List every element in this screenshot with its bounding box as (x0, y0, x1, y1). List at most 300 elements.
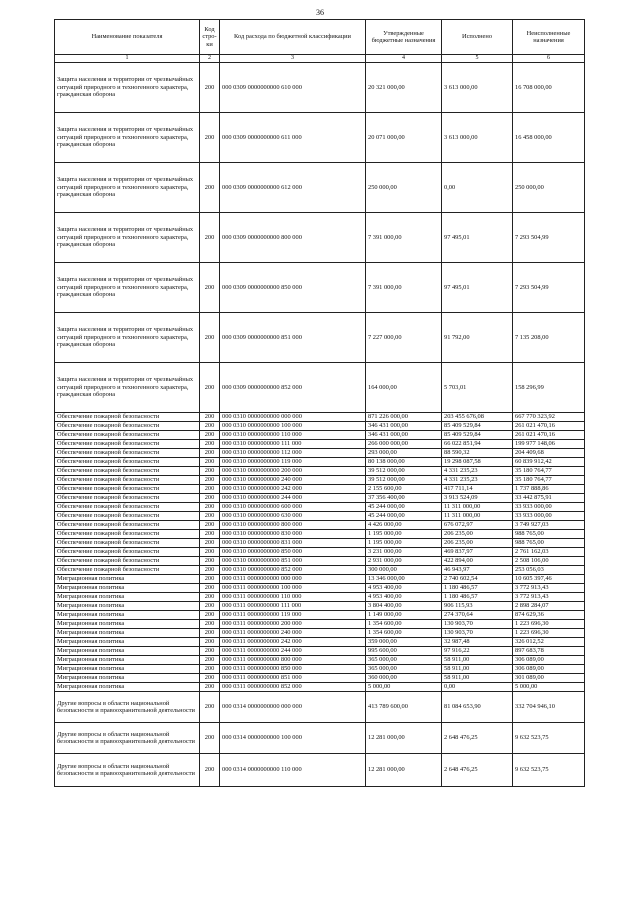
row-executed: 469 837,97 (442, 547, 513, 556)
row-approved: 1 354 600,00 (366, 628, 442, 637)
row-line-code: 200 (200, 466, 220, 475)
row-executed: 97 916,22 (442, 646, 513, 655)
row-remaining: 1 737 888,86 (513, 484, 585, 493)
table-row (55, 439, 585, 448)
row-executed: 206 235,00 (442, 538, 513, 547)
row-remaining: 2 761 162,03 (513, 547, 585, 556)
row-remaining: 874 629,36 (513, 610, 585, 619)
row-name: Обеспечение пожарной безопасности (55, 511, 200, 520)
row-name: Обеспечение пожарной безопасности (55, 439, 200, 448)
row-remaining: 7 135 208,00 (513, 312, 585, 362)
row-remaining: 250 000,00 (513, 162, 585, 212)
row-executed: 88 590,32 (442, 448, 513, 457)
row-executed: 1 180 486,57 (442, 592, 513, 601)
row-remaining: 33 933 000,00 (513, 502, 585, 511)
row-approved: 12 281 000,00 (366, 722, 442, 753)
column-number: 4 (366, 55, 442, 63)
row-approved: 346 431 000,00 (366, 421, 442, 430)
row-name: Обеспечение пожарной безопасности (55, 502, 200, 511)
row-name: Миграционная политика (55, 610, 200, 619)
row-remaining: 204 409,68 (513, 448, 585, 457)
row-executed: 0,00 (442, 682, 513, 691)
header-expense-code: Код расхода по бюджетной классификации (220, 20, 366, 55)
row-approved: 365 000,00 (366, 664, 442, 673)
table-row (55, 574, 585, 583)
row-name: Обеспечение пожарной безопасности (55, 547, 200, 556)
row-approved: 3 231 000,00 (366, 547, 442, 556)
table-row (55, 691, 585, 722)
row-line-code: 200 (200, 262, 220, 312)
row-approved: 1 149 000,00 (366, 610, 442, 619)
table-row (55, 547, 585, 556)
row-remaining: 3 772 913,43 (513, 583, 585, 592)
row-approved: 45 244 000,00 (366, 511, 442, 520)
row-name: Другие вопросы в области национальной безопасности и правоохранительной деятельности (55, 753, 200, 786)
row-expense-code: 000 0309 0000000000 611 000 (220, 112, 366, 162)
table-row (55, 62, 585, 112)
row-line-code: 200 (200, 556, 220, 565)
row-expense-code: 000 0310 0000000000 119 000 (220, 457, 366, 466)
row-name: Миграционная политика (55, 664, 200, 673)
row-remaining: 16 708 000,00 (513, 62, 585, 112)
row-expense-code: 000 0309 0000000000 850 000 (220, 262, 366, 312)
row-line-code: 200 (200, 637, 220, 646)
row-approved: 359 000,00 (366, 637, 442, 646)
row-name: Миграционная политика (55, 592, 200, 601)
row-line-code: 200 (200, 691, 220, 722)
row-executed: 85 409 529,84 (442, 421, 513, 430)
row-approved: 20 321 000,00 (366, 62, 442, 112)
row-approved: 293 000,00 (366, 448, 442, 457)
row-name: Миграционная политика (55, 574, 200, 583)
row-name: Защита населения и территории от чрезвычайных ситуаций природного и техногенного характера, гражданская оборона (55, 62, 200, 112)
row-expense-code: 000 0310 0000000000 200 000 (220, 466, 366, 475)
row-remaining: 35 180 764,77 (513, 466, 585, 475)
row-expense-code: 000 0311 0000000000 200 000 (220, 619, 366, 628)
row-expense-code: 000 0311 0000000000 000 000 (220, 574, 366, 583)
row-expense-code: 000 0310 0000000000 852 000 (220, 565, 366, 574)
row-expense-code: 000 0310 0000000000 831 000 (220, 538, 366, 547)
table-row (55, 457, 585, 466)
row-remaining: 897 683,78 (513, 646, 585, 655)
row-line-code: 200 (200, 162, 220, 212)
table-row (55, 466, 585, 475)
row-executed: 58 911,00 (442, 655, 513, 664)
row-remaining: 253 056,03 (513, 565, 585, 574)
row-executed: 2 648 476,25 (442, 753, 513, 786)
row-line-code: 200 (200, 722, 220, 753)
row-line-code: 200 (200, 421, 220, 430)
row-line-code: 200 (200, 592, 220, 601)
row-executed: 417 711,14 (442, 484, 513, 493)
row-line-code: 200 (200, 673, 220, 682)
row-executed: 11 311 000,00 (442, 502, 513, 511)
row-line-code: 200 (200, 547, 220, 556)
row-remaining: 158 296,99 (513, 362, 585, 412)
row-remaining: 988 765,00 (513, 538, 585, 547)
row-remaining: 332 704 946,10 (513, 691, 585, 722)
row-name: Миграционная политика (55, 628, 200, 637)
row-remaining: 1 223 696,30 (513, 628, 585, 637)
row-approved: 995 600,00 (366, 646, 442, 655)
row-expense-code: 000 0311 0000000000 800 000 (220, 655, 366, 664)
row-approved: 250 000,00 (366, 162, 442, 212)
row-remaining: 5 000,00 (513, 682, 585, 691)
row-approved: 39 512 000,00 (366, 466, 442, 475)
table-row (55, 753, 585, 786)
table-row (55, 430, 585, 439)
row-approved: 2 155 600,00 (366, 484, 442, 493)
row-expense-code: 000 0311 0000000000 852 000 (220, 682, 366, 691)
table-row (55, 112, 585, 162)
table-row (55, 619, 585, 628)
row-executed: 130 903,70 (442, 628, 513, 637)
row-line-code: 200 (200, 502, 220, 511)
row-name: Миграционная политика (55, 619, 200, 628)
row-approved: 4 426 000,00 (366, 520, 442, 529)
row-expense-code: 000 0310 0000000000 600 000 (220, 502, 366, 511)
row-remaining: 2 508 106,00 (513, 556, 585, 565)
row-executed: 32 987,48 (442, 637, 513, 646)
row-name: Обеспечение пожарной безопасности (55, 493, 200, 502)
row-approved: 7 391 000,00 (366, 262, 442, 312)
row-executed: 66 022 851,94 (442, 439, 513, 448)
row-approved: 37 356 400,00 (366, 493, 442, 502)
row-expense-code: 000 0310 0000000000 830 000 (220, 529, 366, 538)
row-name: Обеспечение пожарной безопасности (55, 538, 200, 547)
row-approved: 346 431 000,00 (366, 430, 442, 439)
row-line-code: 200 (200, 655, 220, 664)
table-row (55, 538, 585, 547)
table-row (55, 362, 585, 412)
row-line-code: 200 (200, 62, 220, 112)
table-row (55, 565, 585, 574)
row-name: Защита населения и территории от чрезвычайных ситуаций природного и техногенного характера, гражданская оборона (55, 112, 200, 162)
row-name: Обеспечение пожарной безопасности (55, 484, 200, 493)
row-expense-code: 000 0309 0000000000 612 000 (220, 162, 366, 212)
row-executed: 3 913 524,09 (442, 493, 513, 502)
row-approved: 20 071 000,00 (366, 112, 442, 162)
row-expense-code: 000 0309 0000000000 800 000 (220, 212, 366, 262)
row-name: Обеспечение пожарной безопасности (55, 448, 200, 457)
row-line-code: 200 (200, 212, 220, 262)
row-line-code: 200 (200, 664, 220, 673)
row-expense-code: 000 0311 0000000000 119 000 (220, 610, 366, 619)
row-line-code: 200 (200, 457, 220, 466)
row-executed: 0,00 (442, 162, 513, 212)
row-remaining: 7 293 504,99 (513, 212, 585, 262)
table-row (55, 511, 585, 520)
row-line-code: 200 (200, 538, 220, 547)
row-name: Защита населения и территории от чрезвычайных ситуаций природного и техногенного характера, гражданская оборона (55, 362, 200, 412)
row-line-code: 200 (200, 601, 220, 610)
row-executed: 422 894,00 (442, 556, 513, 565)
row-line-code: 200 (200, 312, 220, 362)
row-remaining: 10 605 397,46 (513, 574, 585, 583)
row-expense-code: 000 0314 0000000000 000 000 (220, 691, 366, 722)
table-row (55, 412, 585, 421)
row-line-code: 200 (200, 511, 220, 520)
row-expense-code: 000 0311 0000000000 242 000 (220, 637, 366, 646)
table-row (55, 628, 585, 637)
row-expense-code: 000 0310 0000000000 110 000 (220, 430, 366, 439)
row-line-code: 200 (200, 574, 220, 583)
row-executed: 3 613 000,00 (442, 112, 513, 162)
row-expense-code: 000 0310 0000000000 111 000 (220, 439, 366, 448)
row-line-code: 200 (200, 753, 220, 786)
row-name: Обеспечение пожарной безопасности (55, 520, 200, 529)
row-name: Обеспечение пожарной безопасности (55, 412, 200, 421)
row-approved: 7 227 000,00 (366, 312, 442, 362)
table-row (55, 682, 585, 691)
table-row (55, 262, 585, 312)
row-expense-code: 000 0311 0000000000 240 000 (220, 628, 366, 637)
row-name: Миграционная политика (55, 601, 200, 610)
row-name: Защита населения и территории от чрезвычайных ситуаций природного и техногенного характера, гражданская оборона (55, 162, 200, 212)
header-row (55, 20, 585, 55)
row-approved: 4 953 400,00 (366, 592, 442, 601)
row-executed: 97 495,01 (442, 212, 513, 262)
row-name: Миграционная политика (55, 637, 200, 646)
table-body (55, 62, 585, 786)
row-executed: 3 613 000,00 (442, 62, 513, 112)
row-executed: 1 180 486,57 (442, 583, 513, 592)
row-remaining: 261 021 470,16 (513, 421, 585, 430)
row-remaining: 7 293 504,99 (513, 262, 585, 312)
row-line-code: 200 (200, 520, 220, 529)
row-approved: 2 931 000,00 (366, 556, 442, 565)
row-line-code: 200 (200, 448, 220, 457)
row-line-code: 200 (200, 628, 220, 637)
row-remaining: 16 458 000,00 (513, 112, 585, 162)
page-number: 36 (316, 8, 324, 17)
row-remaining: 306 089,00 (513, 655, 585, 664)
row-approved: 39 512 000,00 (366, 475, 442, 484)
row-expense-code: 000 0310 0000000000 000 000 (220, 412, 366, 421)
row-expense-code: 000 0314 0000000000 110 000 (220, 753, 366, 786)
header-approved: Утвержденные бюджетные назначения (366, 20, 442, 55)
row-remaining: 2 898 284,07 (513, 601, 585, 610)
row-name: Обеспечение пожарной безопасности (55, 556, 200, 565)
row-name: Миграционная политика (55, 673, 200, 682)
row-line-code: 200 (200, 475, 220, 484)
row-approved: 5 000,00 (366, 682, 442, 691)
row-expense-code: 000 0314 0000000000 100 000 (220, 722, 366, 753)
column-number: 6 (513, 55, 585, 63)
row-remaining: 33 933 000,00 (513, 511, 585, 520)
header-name: Наименование показателя (55, 20, 200, 55)
row-line-code: 200 (200, 362, 220, 412)
row-executed: 46 943,97 (442, 565, 513, 574)
row-name: Другие вопросы в области национальной безопасности и правоохранительной деятельности (55, 722, 200, 753)
row-remaining: 35 180 764,77 (513, 475, 585, 484)
row-approved: 12 281 000,00 (366, 753, 442, 786)
row-approved: 266 000 000,00 (366, 439, 442, 448)
table-row (55, 484, 585, 493)
row-executed: 19 298 087,58 (442, 457, 513, 466)
row-remaining: 9 632 523,75 (513, 753, 585, 786)
row-remaining: 1 223 696,30 (513, 619, 585, 628)
table-row (55, 448, 585, 457)
row-line-code: 200 (200, 439, 220, 448)
row-expense-code: 000 0310 0000000000 242 000 (220, 484, 366, 493)
header-remaining: Неисполненные назначения (513, 20, 585, 55)
table-row (55, 637, 585, 646)
row-name: Обеспечение пожарной безопасности (55, 421, 200, 430)
row-line-code: 200 (200, 619, 220, 628)
row-expense-code: 000 0310 0000000000 851 000 (220, 556, 366, 565)
row-name: Обеспечение пожарной безопасности (55, 466, 200, 475)
row-line-code: 200 (200, 529, 220, 538)
row-expense-code: 000 0311 0000000000 244 000 (220, 646, 366, 655)
table-row (55, 664, 585, 673)
budget-execution-table (54, 19, 585, 787)
row-remaining: 60 839 912,42 (513, 457, 585, 466)
table-row (55, 520, 585, 529)
row-executed: 2 740 602,54 (442, 574, 513, 583)
table-row (55, 583, 585, 592)
row-executed: 4 331 235,23 (442, 475, 513, 484)
row-line-code: 200 (200, 646, 220, 655)
row-remaining: 301 089,00 (513, 673, 585, 682)
row-executed: 2 648 476,25 (442, 722, 513, 753)
row-expense-code: 000 0311 0000000000 100 000 (220, 583, 366, 592)
row-name: Миграционная политика (55, 583, 200, 592)
row-approved: 13 346 000,00 (366, 574, 442, 583)
row-executed: 81 084 653,90 (442, 691, 513, 722)
table-row (55, 421, 585, 430)
row-name: Миграционная политика (55, 682, 200, 691)
row-name: Защита населения и территории от чрезвычайных ситуаций природного и техногенного характера, гражданская оборона (55, 312, 200, 362)
table-row (55, 722, 585, 753)
table-row (55, 646, 585, 655)
row-approved: 3 804 400,00 (366, 601, 442, 610)
row-name: Обеспечение пожарной безопасности (55, 430, 200, 439)
row-remaining: 3 772 913,43 (513, 592, 585, 601)
row-executed: 58 911,00 (442, 673, 513, 682)
row-line-code: 200 (200, 682, 220, 691)
row-approved: 7 391 000,00 (366, 212, 442, 262)
row-executed: 203 455 676,08 (442, 412, 513, 421)
row-expense-code: 000 0310 0000000000 800 000 (220, 520, 366, 529)
row-remaining: 988 765,00 (513, 529, 585, 538)
row-executed: 11 311 000,00 (442, 511, 513, 520)
row-executed: 130 903,70 (442, 619, 513, 628)
table-row (55, 592, 585, 601)
row-approved: 164 000,00 (366, 362, 442, 412)
row-expense-code: 000 0310 0000000000 630 000 (220, 511, 366, 520)
row-line-code: 200 (200, 610, 220, 619)
table-row (55, 529, 585, 538)
row-approved: 413 789 600,00 (366, 691, 442, 722)
row-name: Обеспечение пожарной безопасности (55, 529, 200, 538)
row-line-code: 200 (200, 430, 220, 439)
row-name: Миграционная политика (55, 655, 200, 664)
table-row (55, 610, 585, 619)
row-name: Обеспечение пожарной безопасности (55, 565, 200, 574)
row-remaining: 667 770 323,92 (513, 412, 585, 421)
row-expense-code: 000 0309 0000000000 851 000 (220, 312, 366, 362)
row-executed: 906 115,93 (442, 601, 513, 610)
row-line-code: 200 (200, 112, 220, 162)
row-expense-code: 000 0310 0000000000 850 000 (220, 547, 366, 556)
row-executed: 274 370,64 (442, 610, 513, 619)
table-row (55, 162, 585, 212)
row-line-code: 200 (200, 493, 220, 502)
row-executed: 5 703,01 (442, 362, 513, 412)
row-expense-code: 000 0310 0000000000 244 000 (220, 493, 366, 502)
table-row (55, 502, 585, 511)
table-row (55, 493, 585, 502)
row-expense-code: 000 0309 0000000000 852 000 (220, 362, 366, 412)
row-expense-code: 000 0311 0000000000 111 000 (220, 601, 366, 610)
table-row (55, 312, 585, 362)
row-remaining: 3 749 927,03 (513, 520, 585, 529)
row-name: Защита населения и территории от чрезвычайных ситуаций природного и техногенного характера, гражданская оборона (55, 262, 200, 312)
row-line-code: 200 (200, 412, 220, 421)
row-executed: 58 911,00 (442, 664, 513, 673)
table-row (55, 673, 585, 682)
row-remaining: 306 089,00 (513, 664, 585, 673)
header-executed: Исполнено (442, 20, 513, 55)
row-expense-code: 000 0311 0000000000 851 000 (220, 673, 366, 682)
column-number: 3 (220, 55, 366, 63)
row-remaining: 33 442 875,91 (513, 493, 585, 502)
row-approved: 300 000,00 (366, 565, 442, 574)
column-number: 1 (55, 55, 200, 63)
row-line-code: 200 (200, 484, 220, 493)
row-remaining: 261 021 470,16 (513, 430, 585, 439)
row-expense-code: 000 0310 0000000000 100 000 (220, 421, 366, 430)
row-expense-code: 000 0310 0000000000 112 000 (220, 448, 366, 457)
row-approved: 45 244 000,00 (366, 502, 442, 511)
row-approved: 80 138 000,00 (366, 457, 442, 466)
table-row (55, 212, 585, 262)
row-name: Миграционная политика (55, 646, 200, 655)
table-row (55, 556, 585, 565)
row-remaining: 326 012,52 (513, 637, 585, 646)
column-number: 2 (200, 55, 220, 63)
row-expense-code: 000 0310 0000000000 240 000 (220, 475, 366, 484)
header-line-code: Код стро-ки (200, 20, 220, 55)
table-row (55, 475, 585, 484)
row-executed: 206 235,00 (442, 529, 513, 538)
table-row (55, 601, 585, 610)
row-executed: 91 792,00 (442, 312, 513, 362)
row-approved: 1 195 000,00 (366, 538, 442, 547)
row-name: Обеспечение пожарной безопасности (55, 457, 200, 466)
row-executed: 85 409 529,84 (442, 430, 513, 439)
row-remaining: 9 632 523,75 (513, 722, 585, 753)
row-executed: 97 495,01 (442, 262, 513, 312)
row-name: Обеспечение пожарной безопасности (55, 475, 200, 484)
row-expense-code: 000 0309 0000000000 610 000 (220, 62, 366, 112)
row-name: Защита населения и территории от чрезвычайных ситуаций природного и техногенного характера, гражданская оборона (55, 212, 200, 262)
column-number-row (55, 55, 585, 63)
row-approved: 1 354 600,00 (366, 619, 442, 628)
row-approved: 4 953 400,00 (366, 583, 442, 592)
row-approved: 1 195 000,00 (366, 529, 442, 538)
row-approved: 871 226 000,00 (366, 412, 442, 421)
row-expense-code: 000 0311 0000000000 850 000 (220, 664, 366, 673)
row-approved: 365 000,00 (366, 655, 442, 664)
table-row (55, 655, 585, 664)
row-line-code: 200 (200, 565, 220, 574)
row-name: Другие вопросы в области национальной безопасности и правоохранительной деятельности (55, 691, 200, 722)
row-approved: 360 000,00 (366, 673, 442, 682)
column-number: 5 (442, 55, 513, 63)
row-line-code: 200 (200, 583, 220, 592)
